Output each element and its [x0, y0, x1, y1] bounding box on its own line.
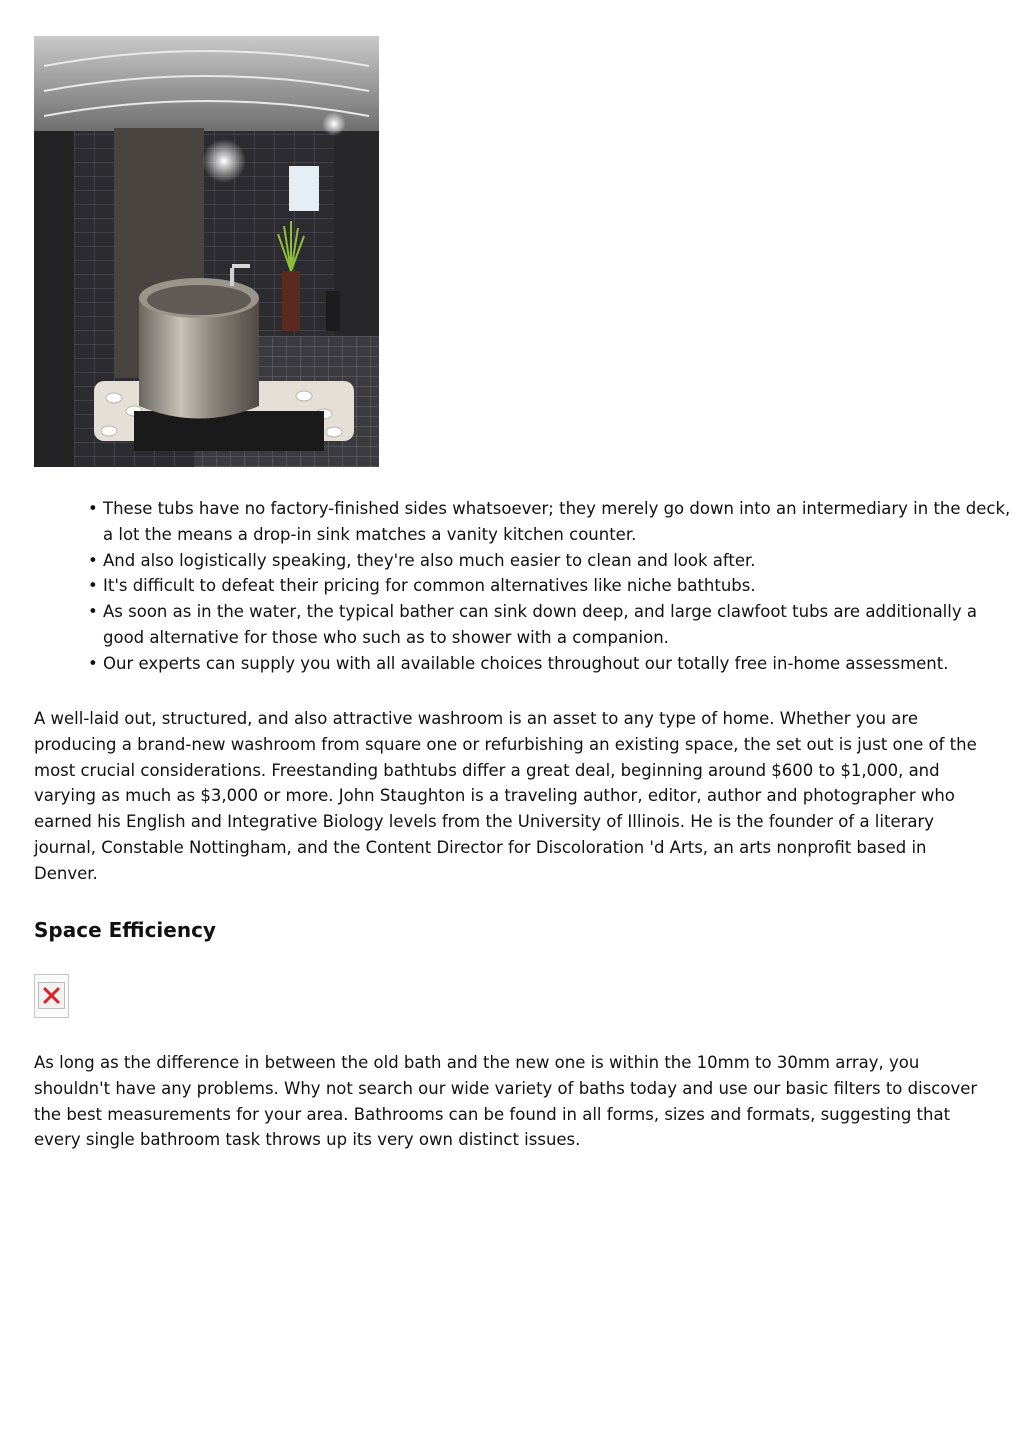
feature-list — [84, 496, 1013, 677]
list-item: • As soon as in the water, the typical bather can sink down deep, and large clawfoot tubs are additionally a good alternative for those who such as to shower with a companion. — [103, 599, 1013, 651]
list-item: • It's difficult to defeat their pricing for common alternatives like niche bathtubs. — [103, 573, 1013, 599]
bathroom-photo — [34, 36, 379, 467]
broken-image-placeholder — [34, 974, 69, 1018]
section-heading: Space Efficiency — [34, 918, 216, 942]
intro-paragraph: A well-laid out, structured, and also attractive washroom is an asset to any type of home. Whether you are producing a brand-new washroom from square one or refurbishing an existing space, the set out is just one of the most crucial considerations. Freestanding bathtubs differ a great deal, beginning around $600 to $1,000, and varying as much as $3,000 or more. John Staughton is a traveling author, editor, author and photographer who earned his English and Integrative Biology levels from the University of Illinois. He is the founder of a literary journal, Constable Nottingham, and the Content Director for Discoloration 'd Arts, an arts nonprofit based in Denver. — [34, 709, 977, 883]
closing-paragraph: As long as the difference in between the old bath and the new one is within the 10mm to 30mm array, you shouldn't have any problems. Why not search our wide variety of baths today and use our basic filters to discover the best measurements for your area. Bathrooms can be found in all forms, sizes and formats, suggesting that every single bathroom task throws up its very own distinct issues. — [34, 1053, 978, 1150]
list-item: • These tubs have no factory-finished sides whatsoever; they merely go down into an intermediary in the deck, a lot the means a drop-in sink matches a vanity kitchen counter. — [103, 496, 1013, 548]
list-item: • Our experts can supply you with all available choices throughout our totally free in-home assessment. — [103, 651, 1013, 677]
list-item: • And also logistically speaking, they're also much easier to clean and look after. — [103, 548, 1013, 574]
broken-image-icon — [38, 982, 65, 1009]
